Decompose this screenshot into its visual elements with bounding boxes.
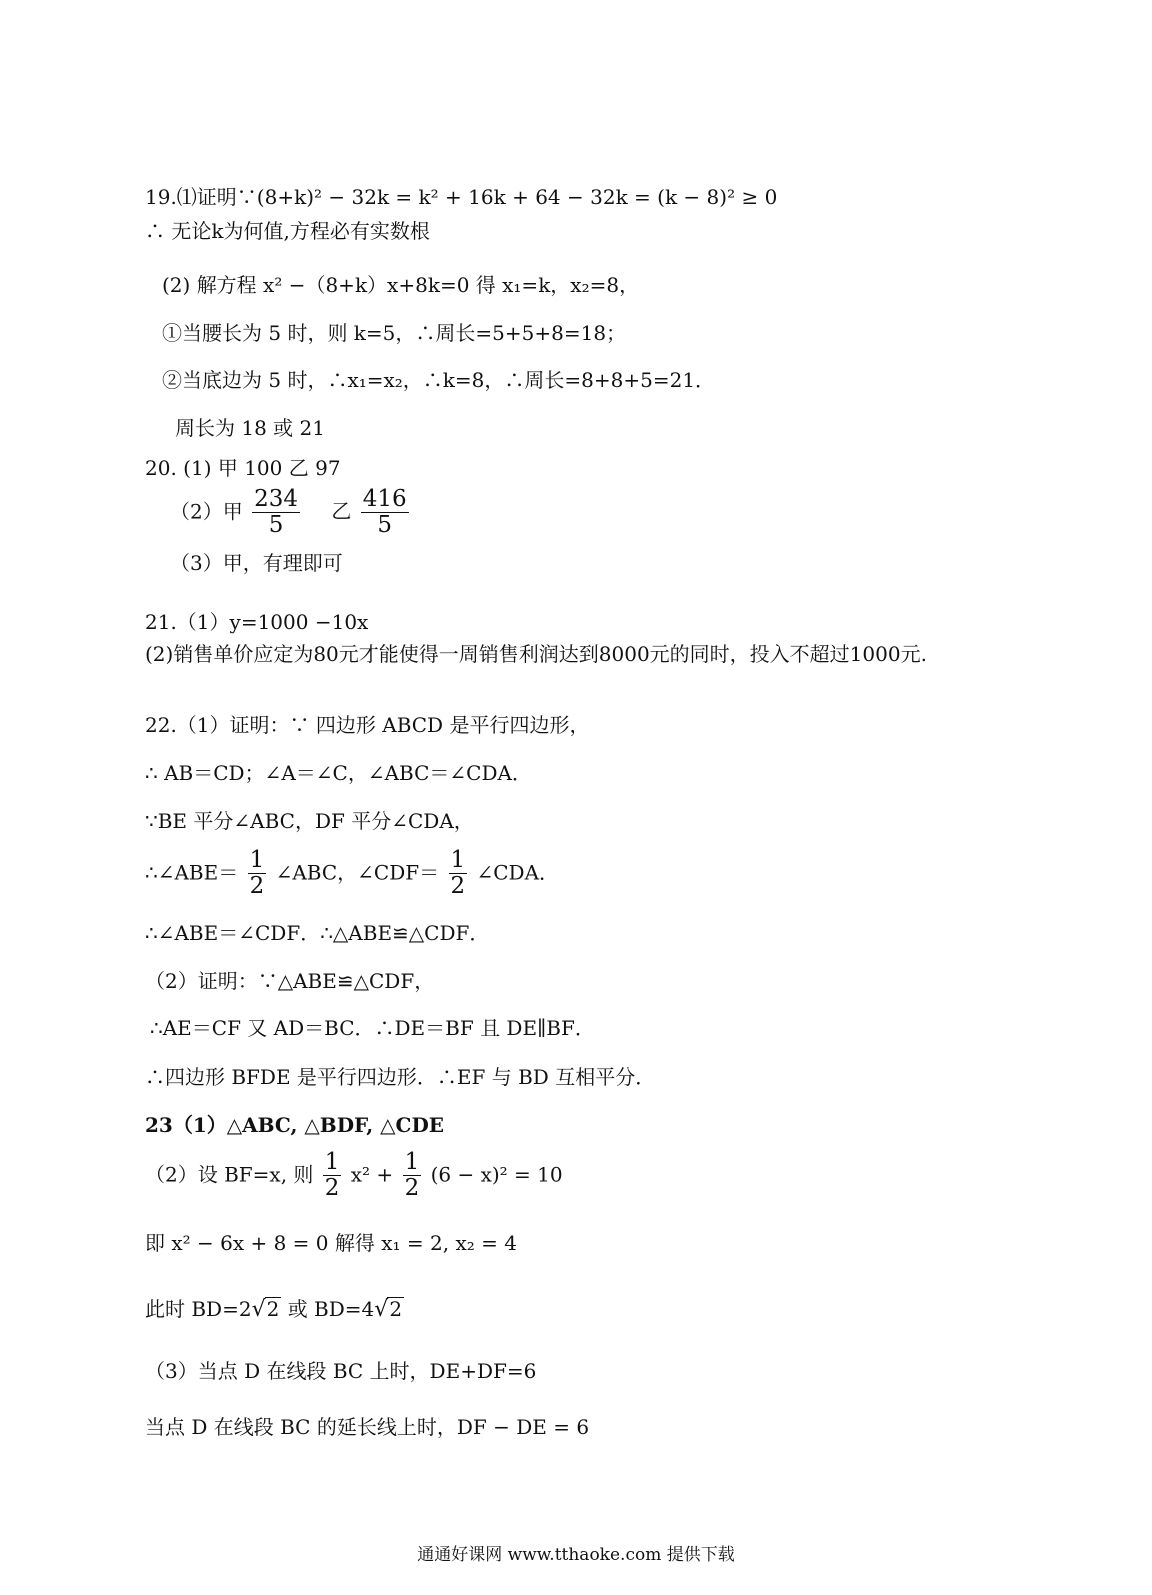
- q22-line2: ∴ AB＝CD；∠A＝∠C，∠ABC＝∠CDA．: [145, 761, 532, 785]
- half-fraction-4: [403, 1150, 422, 1202]
- half-denominator: 2: [450, 873, 466, 900]
- half-fraction-2: [449, 848, 468, 900]
- q23-l4a: 此时 BD=2: [145, 1297, 252, 1321]
- q22-line1: 22.（1）证明：∵ 四边形 ABCD 是平行四边形，: [145, 713, 590, 737]
- q23-line3: 即 x² − 6x + 8 = 0 解得 x₁ = 2, x₂ = 4: [145, 1231, 517, 1255]
- q20-part2-label: （2）甲: [170, 499, 243, 524]
- q23-l2a: （2）设 BF=x, 则: [145, 1162, 314, 1187]
- half-numerator: 1: [404, 1149, 420, 1175]
- yi-fraction: [361, 487, 409, 539]
- q22-line3: ∵BE 平分∠ABC，DF 平分∠CDA，: [145, 809, 474, 833]
- footer-source: 通通好课网 www.tthaoke.com 提供下载: [417, 1545, 735, 1565]
- half-fraction-3: [323, 1150, 342, 1202]
- q23-line5: （3）当点 D 在线段 BC 上时，DE+DF=6: [145, 1359, 537, 1383]
- q22-l4a: ∴∠ABE＝: [145, 860, 239, 885]
- q20-line1: 20. (1) 甲 100 乙 97: [145, 456, 341, 480]
- yi-numerator: 416: [362, 486, 407, 512]
- q22-line7: ∴AE＝CF 又 AD＝BC．∴DE＝BF 且 DE∥BF．: [150, 1016, 595, 1040]
- half-numerator: 1: [450, 847, 466, 873]
- q22-line4: [145, 848, 559, 900]
- yi-denominator: 5: [377, 512, 392, 539]
- q23-line1: 23（1）△ABC, △BDF, △CDE: [145, 1113, 445, 1137]
- half-denominator: 2: [249, 873, 265, 900]
- half-numerator: 1: [324, 1149, 340, 1175]
- jia-numerator: 234: [254, 486, 298, 512]
- q19-line4: ①当腰长为 5 时，则 k=5，∴周长=5+5+8=18；: [162, 321, 627, 345]
- q19-line5: ②当底边为 5 时，∴x₁=x₂，∴k=8，∴周长=8+8+5=21．: [162, 368, 716, 392]
- sqrt-radicand-1: 2: [266, 1297, 280, 1321]
- q21-line2: (2)销售单价应定为80元才能使得一周销售利润达到8000元的同时，投入不超过1000元.: [145, 642, 927, 666]
- jia-denominator: 5: [268, 512, 284, 539]
- half-fraction-1: [248, 848, 267, 900]
- q19-line3: (2) 解方程 x² −（8+k）x+8k=0 得 x₁=k，x₂=8，: [162, 273, 640, 297]
- q20-line2: [170, 487, 412, 539]
- q23-line6: 当点 D 在线段 BC 的延长线上时，DF − DE = 6: [145, 1415, 590, 1439]
- q22-l4b: ∠ABC，∠CDF＝: [275, 860, 440, 885]
- q22-line8: ∴四边形 BFDE 是平行四边形．∴EF 与 BD 互相平分．: [145, 1065, 656, 1089]
- q23-line4: 此时 BD=2√2 或 BD=4√2: [145, 1297, 403, 1322]
- q19-line2: ∴ 无论k为何值,方程必有实数根: [145, 219, 430, 243]
- q21-line1: 21.（1）y=1000 −10x: [145, 610, 369, 634]
- half-numerator: 1: [249, 847, 265, 873]
- q19-line6: 周长为 18 或 21: [175, 416, 325, 440]
- q22-l4c: ∠CDA．: [476, 860, 560, 885]
- q23-l2b: x² +: [350, 1162, 394, 1187]
- jia-fraction: [252, 487, 300, 539]
- q22-line6: （2）证明：∵△ABE≌△CDF，: [145, 969, 435, 993]
- yi-label: 乙: [331, 499, 352, 524]
- half-denominator: 2: [404, 1175, 420, 1202]
- q20-line3: （3）甲，有理即可: [170, 551, 343, 575]
- q23-l2c: (6 − x)² = 10: [430, 1162, 563, 1187]
- q23-line2: [145, 1150, 563, 1202]
- q23-l4c: 或 BD=4: [281, 1297, 375, 1321]
- q19-line1: 19.⑴证明∵(8+k)² − 32k = k² + 16k + 64 − 32k = (k − 8)² ≥ 0: [145, 185, 778, 209]
- sqrt-radicand-2: 2: [389, 1297, 403, 1321]
- half-denominator: 2: [324, 1175, 340, 1202]
- q22-line5: ∴∠ABE＝∠CDF．∴△ABE≌△CDF．: [145, 921, 490, 945]
